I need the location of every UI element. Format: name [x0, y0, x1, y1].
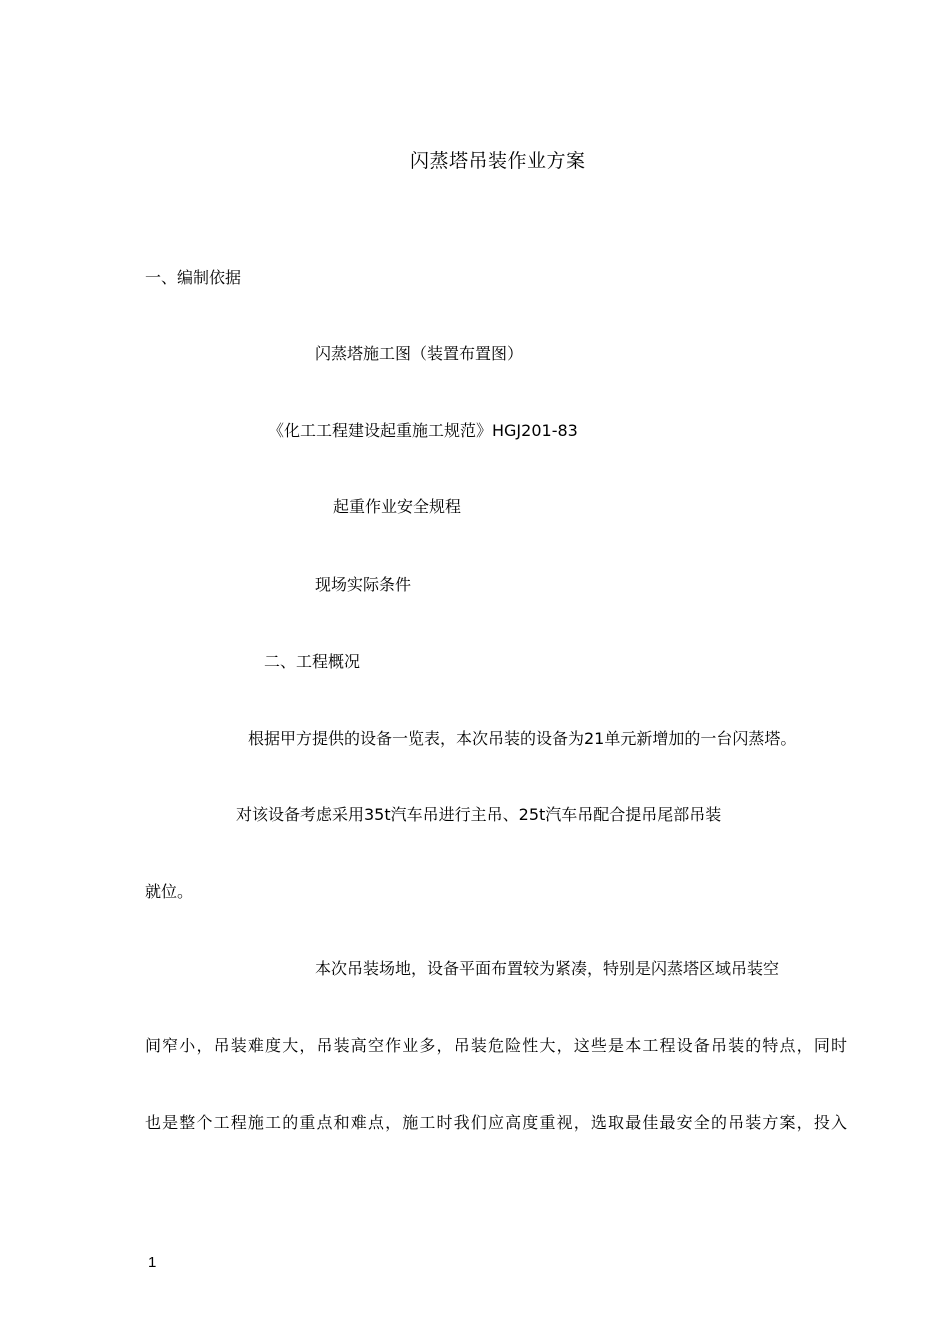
basis-item-standard: 《化工工程建设起重施工规范》HGJ201-83 [268, 421, 578, 440]
basis-item-drawing: 闪蒸塔施工图（装置布置图） [315, 344, 524, 363]
overview-paragraph: 就位。 [145, 882, 194, 901]
overview-paragraph: 也是整个工程施工的重点和难点，施工时我们应高度重视，选取最佳最安全的吊装方案，投入 [145, 1113, 847, 1132]
overview-paragraph: 本次吊装场地，设备平面布置较为紧凑，特别是闪蒸塔区域吊装空 [315, 959, 780, 978]
overview-paragraph: 间窄小，吊装难度大，吊装高空作业多，吊装危险性大，这些是本工程设备吊装的特点，同时 [145, 1036, 847, 1055]
section-heading-overview: 二、工程概况 [264, 652, 361, 671]
page-number: 1 [148, 1254, 157, 1271]
basis-item-site-conditions: 现场实际条件 [315, 575, 412, 594]
section-heading-basis: 一、编制依据 [145, 268, 242, 287]
overview-paragraph: 对该设备考虑采用35t汽车吊进行主吊、25t汽车吊配合提吊尾部吊装 [236, 805, 722, 824]
basis-item-safety-rules: 起重作业安全规程 [333, 497, 462, 516]
document-title: 闪蒸塔吊装作业方案 [410, 150, 586, 172]
overview-paragraph: 根据甲方提供的设备一览表，本次吊装的设备为21单元新增加的一台闪蒸塔。 [248, 729, 797, 748]
